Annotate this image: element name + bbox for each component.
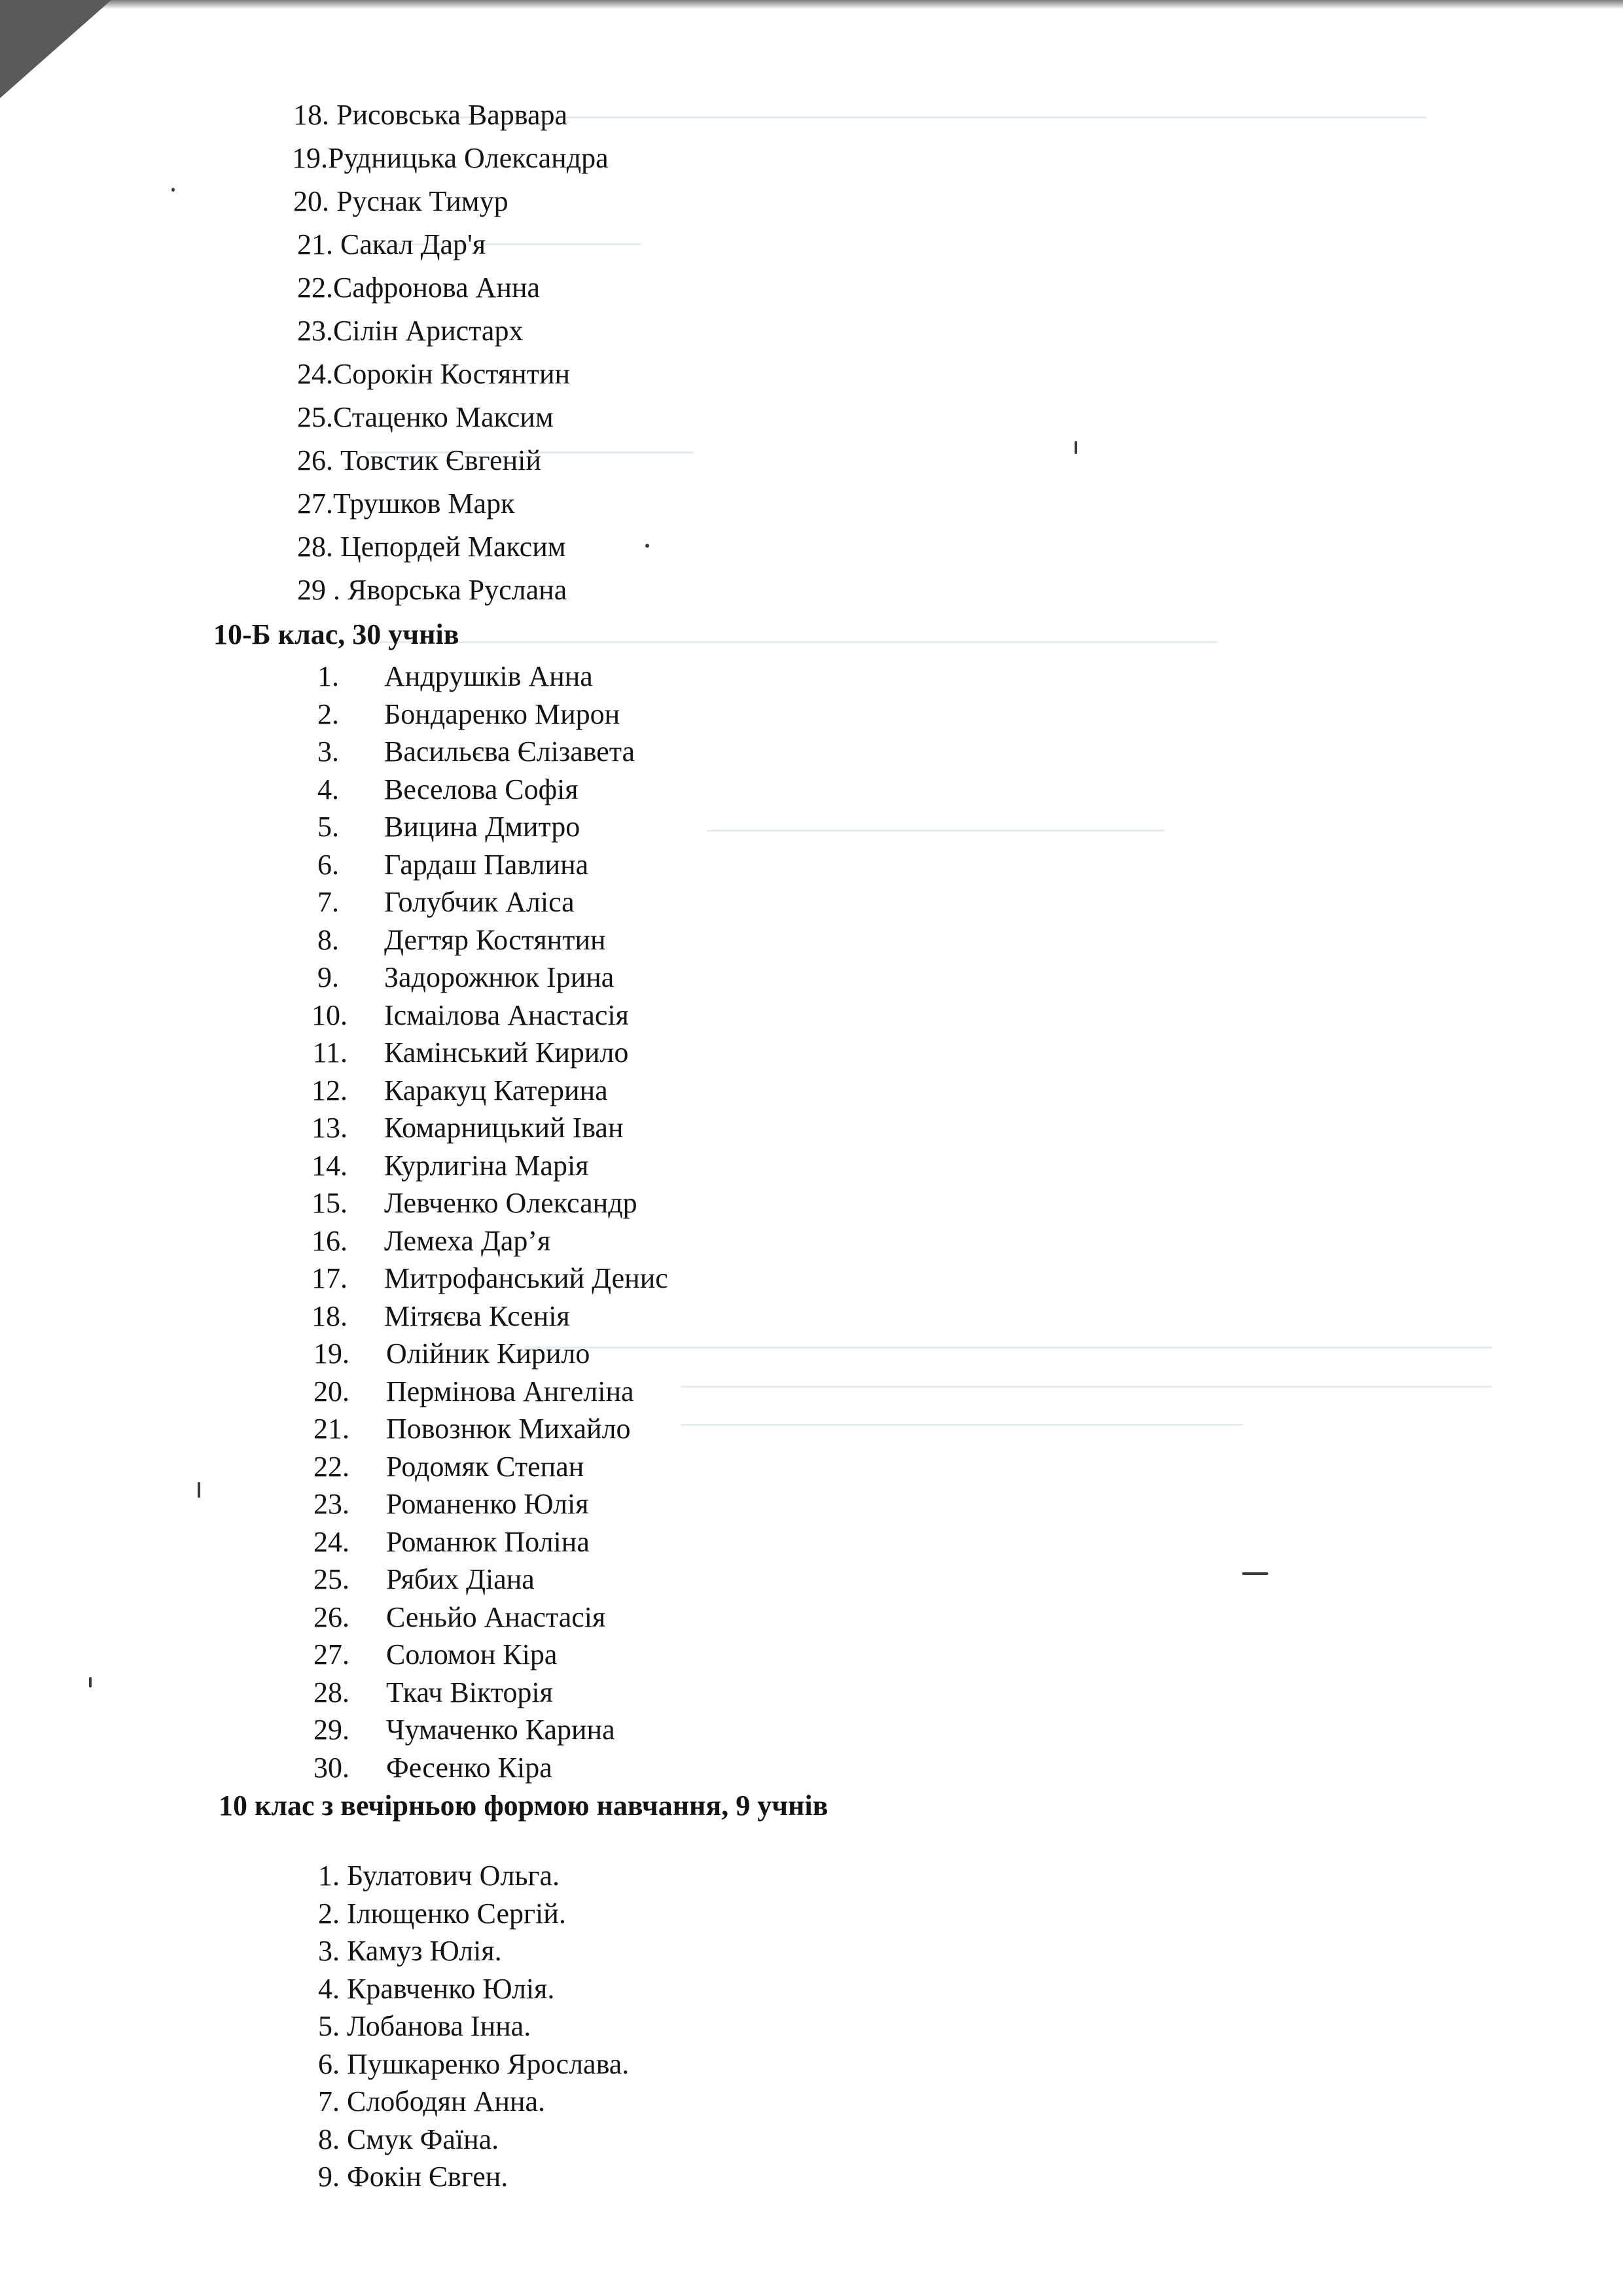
student-name: Курлигіна Марія xyxy=(384,1149,589,1182)
scan-speck xyxy=(1242,1572,1268,1575)
student-number: 8. xyxy=(317,923,339,956)
student-number: 26. xyxy=(313,1600,349,1633)
student-number: 28. xyxy=(313,1676,349,1708)
student-name: Лемеха Дар’я xyxy=(384,1224,551,1257)
student-number: 7. xyxy=(317,886,339,918)
student-name: Гардаш Павлина xyxy=(384,848,589,881)
student-number: 29. xyxy=(313,1714,349,1746)
student-name: Андрушків Анна xyxy=(384,660,593,692)
student-item: 8. Смук Фаїна. xyxy=(318,2123,499,2155)
scan-speck xyxy=(171,188,175,192)
student-number: 21. xyxy=(313,1413,349,1445)
student-number: 10. xyxy=(312,998,348,1031)
student-name: Сеньйо Анастасія xyxy=(386,1600,606,1633)
student-name: Голубчик Аліса xyxy=(384,886,575,918)
student-item: 2. Ілющенко Сергій. xyxy=(318,1897,566,1930)
student-number: 6. xyxy=(317,848,339,881)
student-number: 15. xyxy=(312,1187,348,1219)
student-item: 7. Слободян Анна. xyxy=(318,2085,545,2117)
student-name: Родомяк Степан xyxy=(386,1450,584,1483)
student-number: 3. xyxy=(317,735,339,768)
scan-speck xyxy=(645,544,649,548)
student-number: 24. xyxy=(313,1525,349,1558)
student-number: 18. xyxy=(312,1299,348,1332)
student-name: Чумаченко Карина xyxy=(386,1714,615,1746)
student-name: Рябих Діана xyxy=(386,1563,535,1595)
student-name: Повознюк Михайло xyxy=(386,1413,631,1445)
student-item: 6. Пушкаренко Ярослава. xyxy=(318,2047,630,2080)
student-name: Митрофанський Денис xyxy=(384,1262,668,1294)
student-item: 18. Рисовська Варвара xyxy=(293,99,568,131)
student-name: Дегтяр Костянтин xyxy=(384,923,606,956)
student-number: 1. xyxy=(317,660,339,692)
student-name: Фесенко Кіра xyxy=(386,1751,552,1784)
student-item: 9. Фокін Євген. xyxy=(318,2161,508,2193)
student-number: 16. xyxy=(312,1224,348,1257)
student-name: Васильєва Єлізавета xyxy=(384,735,635,768)
student-name: Камінський Кирило xyxy=(384,1036,629,1069)
student-item: 4. Кравченко Юлія. xyxy=(318,1972,555,2005)
student-name: Задорожнюк Ірина xyxy=(384,961,615,993)
student-name: Романюк Поліна xyxy=(386,1525,590,1558)
student-number: 2. xyxy=(317,698,339,730)
student-item: 24.Сорокін Костянтин xyxy=(297,358,571,390)
student-name: Пермінова Ангеліна xyxy=(386,1375,634,1407)
student-number: 11. xyxy=(312,1036,348,1069)
student-number: 5. xyxy=(317,811,339,843)
student-name: Романенко Юлія xyxy=(386,1488,589,1520)
student-name: Бондаренко Мирон xyxy=(384,698,620,730)
student-item: 20. Руснак Тимур xyxy=(293,185,508,217)
student-item: 23.Сілін Аристарх xyxy=(297,315,524,347)
student-number: 27. xyxy=(313,1638,349,1670)
student-item: 28. Цепордей Максим xyxy=(297,531,566,563)
student-item: 1. Булатович Ольга. xyxy=(318,1860,560,1892)
student-name: Ткач Вікторія xyxy=(386,1676,553,1708)
student-number: 30. xyxy=(313,1751,349,1784)
student-item: 22.Сафронова Анна xyxy=(297,272,541,304)
student-name: Каракуц Катерина xyxy=(384,1074,608,1106)
student-item: 29 . Яворська Руслана xyxy=(297,574,567,606)
student-item: 5. Лобанова Інна. xyxy=(318,2010,531,2042)
student-number: 4. xyxy=(317,773,339,805)
class-10-evening-heading: 10 клас з вечірньою формою навчання, 9 учнів xyxy=(219,1790,829,1822)
student-name: Ісмаілова Анастасія xyxy=(384,998,629,1031)
student-name: Левченко Олександр xyxy=(384,1187,637,1219)
student-number: 20. xyxy=(313,1375,349,1407)
student-item: 26. Товстик Євгеній xyxy=(297,444,541,476)
scan-top-edge xyxy=(0,0,1623,9)
student-name: Соломон Кіра xyxy=(386,1638,558,1670)
scan-speck xyxy=(198,1482,200,1498)
folded-corner-shadow xyxy=(0,0,111,98)
student-number: 17. xyxy=(312,1262,348,1294)
scan-speck xyxy=(1075,441,1077,454)
student-name: Мітяєва Ксенія xyxy=(384,1299,570,1332)
student-number: 22. xyxy=(313,1450,349,1483)
student-name: Олійник Кирило xyxy=(386,1337,590,1369)
student-item: 25.Стаценко Максим xyxy=(297,401,554,433)
class-10b-heading: 10-Б клас, 30 учнів xyxy=(213,618,459,650)
student-item: 27.Трушков Марк xyxy=(297,487,515,520)
student-number: 9. xyxy=(317,961,339,993)
student-number: 13. xyxy=(312,1112,348,1144)
student-name: Вицина Дмитро xyxy=(384,811,580,843)
student-item: 21. Сакал Дар'я xyxy=(297,228,486,260)
student-item: 3. Камуз Юлія. xyxy=(318,1935,502,1967)
student-number: 14. xyxy=(312,1149,348,1182)
student-item: 19.Рудницька Олександра xyxy=(292,142,609,174)
student-number: 25. xyxy=(313,1563,349,1595)
student-number: 12. xyxy=(312,1074,348,1106)
scan-speck xyxy=(89,1677,92,1687)
student-name: Веселова Софія xyxy=(384,773,579,805)
student-number: 19. xyxy=(313,1337,349,1369)
student-name: Комарницький Іван xyxy=(384,1112,624,1144)
student-number: 23. xyxy=(313,1488,349,1520)
